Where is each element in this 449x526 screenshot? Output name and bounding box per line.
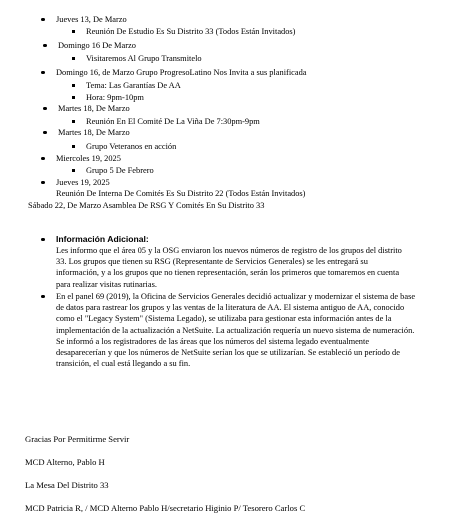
signature-roles: MCD Patricia R, / MCD Alterno Pablo H/secretario Higinio P/ Tesorero Carlos C <box>25 503 306 513</box>
list-item: Grupo Veteranos en acción <box>86 142 177 151</box>
list-item: Reunión De Estudio Es Su Distrito 33 (Todos Están Invitados) <box>86 27 296 36</box>
list-item: Hora: 9pm-10pm <box>86 93 144 102</box>
signature-thanks: Gracias Por Permitirme Servir <box>25 434 130 444</box>
list-item-continuation: Reunión De Interna De Comités Es Su Distrito 22 (Todos Están Invitados) <box>56 189 306 198</box>
list-item: Grupo 5 De Febrero <box>86 166 154 175</box>
signature-name: MCD Alterno, Pablo H <box>25 457 105 467</box>
list-item: Tema: Las Garantías De AA <box>86 81 181 90</box>
info-paragraph-2: En el panel 69 (2019), la Oficina de Servicios Generales decidió actualizar y modernizar el sistema de base de datos para rastrear los grupos y las ventas de la literatura de AA. El sistema antiguo de AA, conocido como el "Legacy System" (Sistema Legado), se utilizaba para gestionar esta información antes de la implementación de la actualización a NetSuite. La actualización requería un nuevo sistema de numeración. Se informó a los registradores de las áreas que los números del sistema legado eventualmente desaparecerían y que los números de NetSuite serían los que se utilizarían. Se estableció un período de transición, el cual está llegando a su fin. <box>56 291 418 369</box>
info-paragraph-1: Les informo que el área 05 y la OSG enviaron los nuevos números de registro de los grupos del distrito 33. Los grupos que tienen su RSG (Representante de Servicios Generales) se les entregará su información, y a los grupos que no tienen representación, serán los primeros que tomaremos en cuenta para realizar visitas rutinarias. <box>56 246 402 289</box>
list-item: Reunión En El Comité De La Viña De 7:30pm-9pm <box>86 117 260 126</box>
list-item: Jueves 13, De Marzo <box>56 15 127 24</box>
list-item: Miercoles 19, 2025 <box>56 154 121 163</box>
list-item: Martes 18, De Marzo <box>58 104 130 113</box>
info-heading: Información Adicional: <box>56 234 149 244</box>
list-item: Domingo 16 De Marzo <box>58 41 136 50</box>
list-item: Martes 18, De Marzo <box>58 128 130 137</box>
list-item: Visitaremos Al Grupo Transmitelo <box>86 54 202 63</box>
signature-group: La Mesa Del Distrito 33 <box>25 480 109 490</box>
list-item: Domingo 16, de Marzo Grupo ProgresoLatino Nos Invita a sus planificada <box>56 68 307 77</box>
list-item-continuation: Sábado 22, De Marzo Asamblea De RSG Y Comités En Su Distrito 33 <box>28 201 265 210</box>
list-item: Jueves 19, 2025 <box>56 178 110 187</box>
